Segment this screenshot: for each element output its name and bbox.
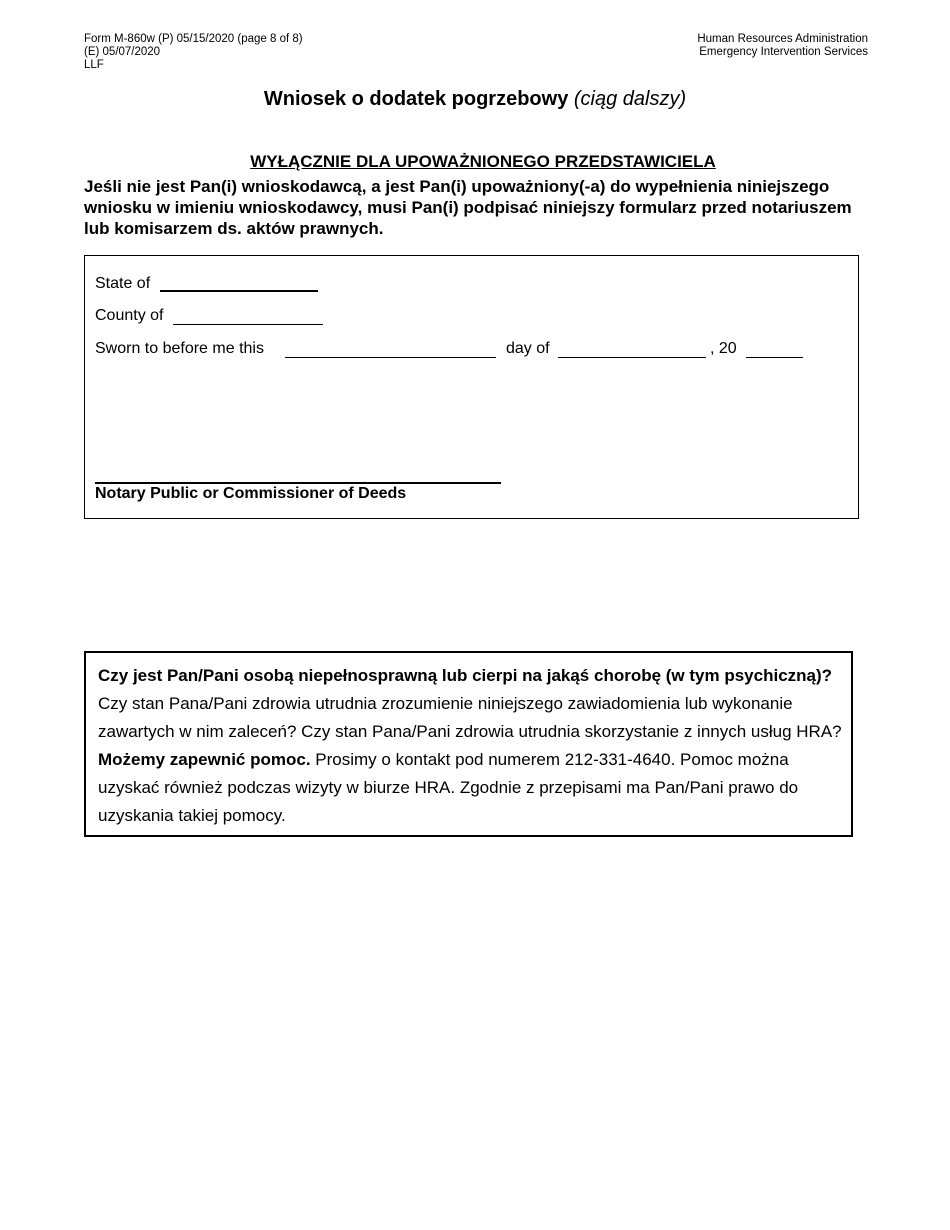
agency-name: Human Resources Administration [697, 33, 868, 45]
page-title-main: Wniosek o dodatek pogrzebowy [263, 88, 569, 110]
disability-help-text [98, 662, 843, 830]
notary-signature-label: Notary Public or Commissioner of Deeds [95, 485, 407, 502]
health-questions: Czy stan Pana/Pani zdrowia utrudnia zrozumienie niniejszego zawiadomienia lub wykonanie zawartych w nim zaleceń? Czy stan Pana/Pani zdrowia utrudnia skorzystanie z innych usług HRA? [98, 694, 842, 741]
county-label: County of [95, 307, 164, 324]
year-label: , 20 [710, 340, 737, 357]
disability-question: Czy jest Pan/Pani osobą niepełnosprawną lub cierpi na jakąś chorobę (w tym psychiczną)? [98, 666, 833, 685]
notary-box [84, 255, 859, 519]
sworn-date-field[interactable] [285, 357, 496, 358]
notary-signature-line[interactable] [95, 482, 501, 484]
contact-info: Prosimy o kontakt pod numerem 212-331-4640. Pomoc można uzyskać również podczas wizyty w biurze HRA. Zgodnie z przepisami ma Pan/Pani prawo do uzyskania takiej pomocy. [98, 750, 799, 825]
state-field[interactable] [160, 290, 318, 292]
month-field[interactable] [558, 357, 706, 358]
agency-header [697, 33, 868, 59]
representative-instructions: Jeśli nie jest Pan(i) wnioskodawcą, a jest Pan(i) upoważniony(-a) do wypełnienia niniejszego wniosku w imieniu wnioskodawcy, musi Pan(i) podpisać niniejszy formularz przed notariuszem lub komisarzem ds. aktów prawnych. [84, 177, 852, 238]
representative-heading: WYŁĄCZNIE DLA UPOWAŻNIONEGO PRZEDSTAWICIELA [250, 152, 716, 171]
sworn-label: Sworn to before me this [95, 340, 264, 357]
form-language-code: LLF [84, 59, 104, 71]
disability-help-box [84, 651, 853, 837]
page-title-continued: (ciąg dalszy) [573, 88, 687, 110]
form-identifier [84, 33, 303, 72]
page-title [0, 88, 950, 111]
help-offer: Możemy zapewnić pomoc. [98, 750, 311, 769]
day-of-label: day of [506, 340, 550, 357]
county-field[interactable] [173, 324, 323, 325]
form-english-date: (E) 05/07/2020 [84, 46, 161, 58]
year-field[interactable] [746, 357, 803, 358]
agency-division: Emergency Intervention Services [699, 46, 868, 58]
state-label: State of [95, 275, 151, 292]
form-number: Form M-860w (P) 05/15/2020 (page 8 of 8) [84, 33, 303, 45]
